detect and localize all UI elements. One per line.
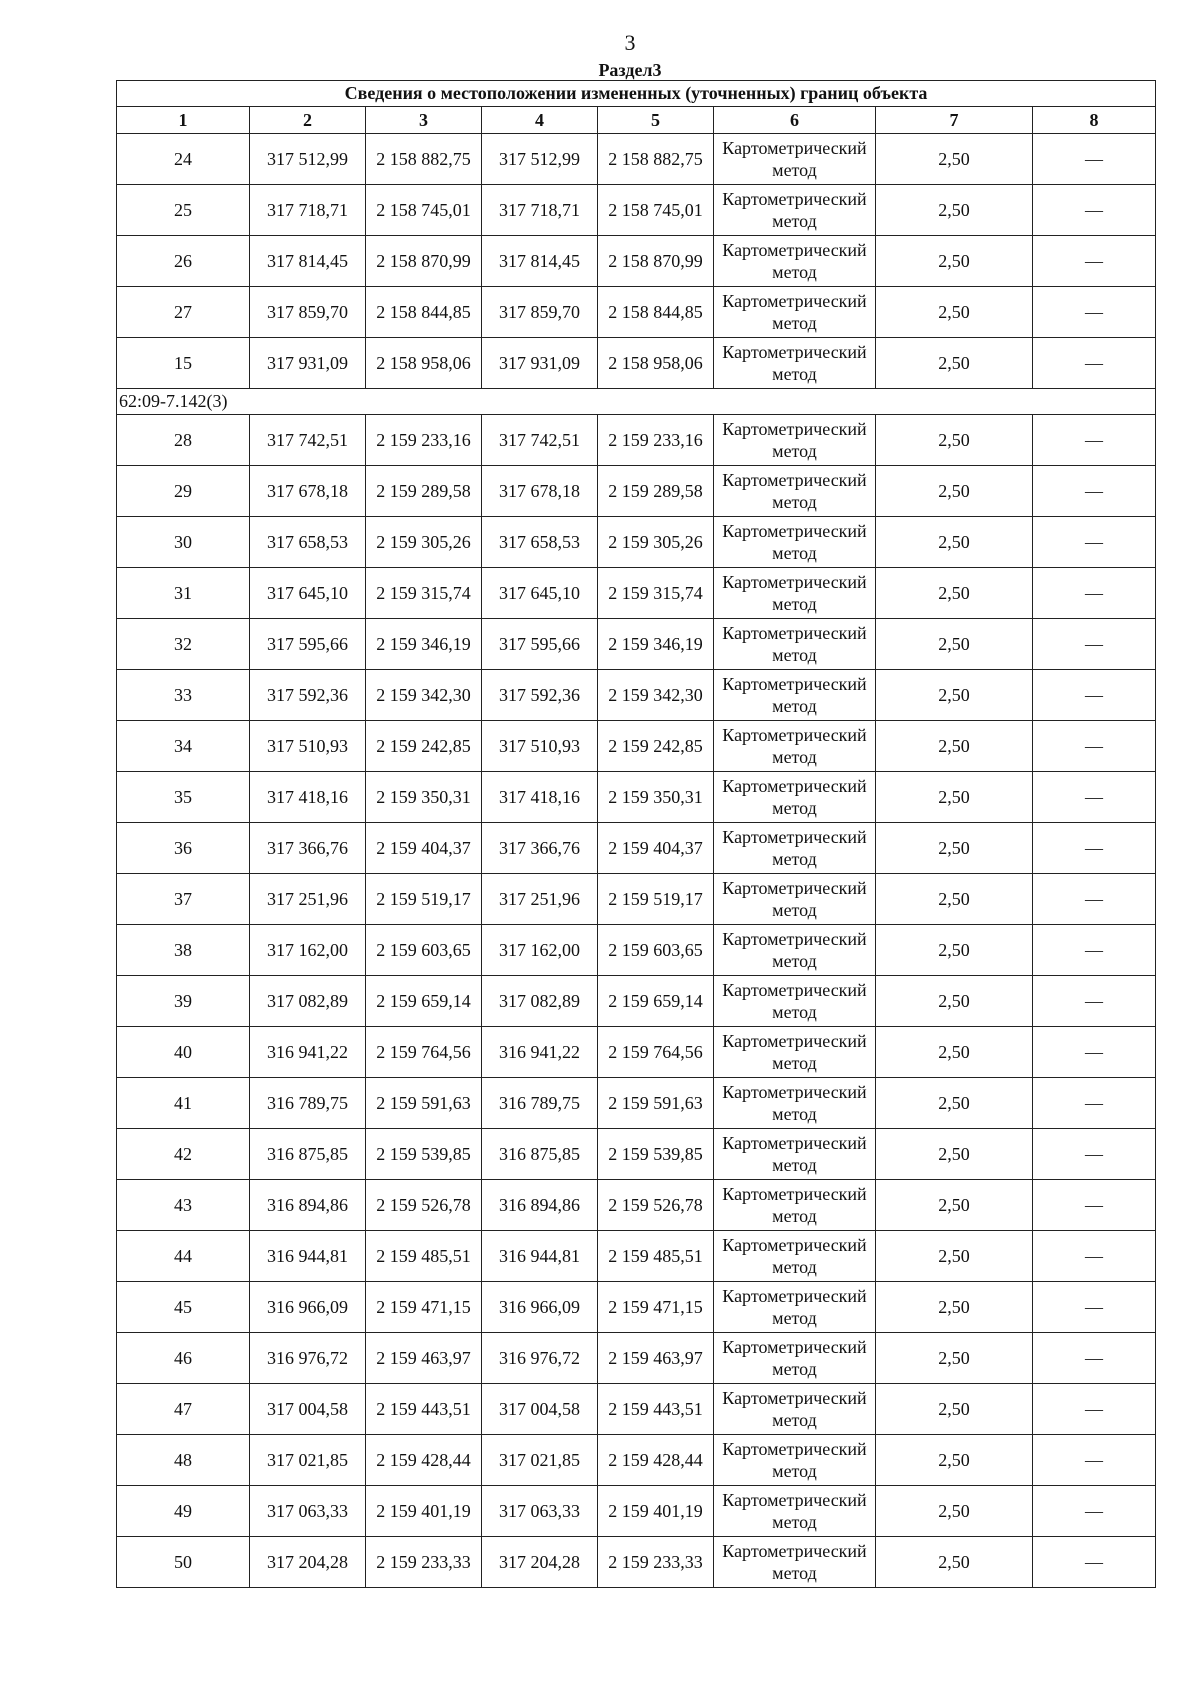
accuracy-cell: 2,50 [876,619,1033,670]
x-new-cell: 317 718,71 [482,185,598,236]
x-existing-cell: 316 875,85 [250,1129,366,1180]
table-row [117,823,1156,874]
x-existing-cell: 317 595,66 [250,619,366,670]
x-new-cell: 316 875,85 [482,1129,598,1180]
page-number: 3 [624,30,636,55]
table-row [117,1180,1156,1231]
point-number-cell: 30 [117,517,250,568]
y-existing-cell: 2 159 350,31 [366,772,482,823]
description-cell: — [1033,1231,1156,1282]
description-cell: — [1033,185,1156,236]
y-existing-cell: 2 159 233,16 [366,415,482,466]
y-new-cell: 2 159 404,37 [598,823,714,874]
accuracy-cell: 2,50 [876,1231,1033,1282]
y-new-cell: 2 159 289,58 [598,466,714,517]
description-cell: — [1033,568,1156,619]
x-existing-cell: 316 941,22 [250,1027,366,1078]
x-existing-cell: 317 004,58 [250,1384,366,1435]
method-cell: Картометрический метод [714,976,876,1027]
y-new-cell: 2 158 745,01 [598,185,714,236]
x-existing-cell: 317 082,89 [250,976,366,1027]
x-new-cell: 317 021,85 [482,1435,598,1486]
y-existing-cell: 2 158 958,06 [366,338,482,389]
method-cell: Картометрический метод [714,236,876,287]
column-header: 7 [876,107,1033,134]
method-cell: Картометрический метод [714,925,876,976]
description-cell: — [1033,1282,1156,1333]
accuracy-cell: 2,50 [876,185,1033,236]
y-new-cell: 2 159 428,44 [598,1435,714,1486]
y-existing-cell: 2 159 463,97 [366,1333,482,1384]
y-new-cell: 2 158 844,85 [598,287,714,338]
method-cell: Картометрический метод [714,287,876,338]
y-existing-cell: 2 159 591,63 [366,1078,482,1129]
accuracy-cell: 2,50 [876,1282,1033,1333]
point-number-cell: 32 [117,619,250,670]
x-new-cell: 317 082,89 [482,976,598,1027]
x-new-cell: 317 063,33 [482,1486,598,1537]
accuracy-cell: 2,50 [876,925,1033,976]
method-cell: Картометрический метод [714,721,876,772]
y-existing-cell: 2 159 346,19 [366,619,482,670]
method-cell: Картометрический метод [714,670,876,721]
method-cell: Картометрический метод [714,568,876,619]
accuracy-cell: 2,50 [876,1180,1033,1231]
point-number-cell: 31 [117,568,250,619]
x-new-cell: 317 251,96 [482,874,598,925]
x-new-cell: 317 418,16 [482,772,598,823]
x-new-cell: 316 941,22 [482,1027,598,1078]
cadastral-group-label: 62:09-7.142(3) [117,389,1156,415]
x-existing-cell: 317 021,85 [250,1435,366,1486]
table-row [117,338,1156,389]
y-new-cell: 2 159 519,17 [598,874,714,925]
y-existing-cell: 2 159 764,56 [366,1027,482,1078]
x-existing-cell: 317 814,45 [250,236,366,287]
point-number-cell: 29 [117,466,250,517]
table-row [117,1333,1156,1384]
description-cell: — [1033,1027,1156,1078]
accuracy-cell: 2,50 [876,338,1033,389]
accuracy-cell: 2,50 [876,1435,1033,1486]
table-row [117,1486,1156,1537]
accuracy-cell: 2,50 [876,517,1033,568]
y-new-cell: 2 159 315,74 [598,568,714,619]
description-cell: — [1033,721,1156,772]
method-cell: Картометрический метод [714,134,876,185]
y-new-cell: 2 158 882,75 [598,134,714,185]
table-row [117,1384,1156,1435]
table-row [117,721,1156,772]
x-existing-cell: 316 894,86 [250,1180,366,1231]
x-existing-cell: 317 510,93 [250,721,366,772]
table-row [117,185,1156,236]
description-cell: — [1033,1486,1156,1537]
x-new-cell: 316 789,75 [482,1078,598,1129]
y-existing-cell: 2 159 233,33 [366,1537,482,1588]
x-existing-cell: 317 251,96 [250,874,366,925]
x-new-cell: 317 814,45 [482,236,598,287]
x-new-cell: 317 366,76 [482,823,598,874]
table-row [117,466,1156,517]
table-row [117,925,1156,976]
y-existing-cell: 2 159 289,58 [366,466,482,517]
table-row [117,619,1156,670]
method-cell: Картометрический метод [714,1078,876,1129]
y-new-cell: 2 159 233,33 [598,1537,714,1588]
table-row [117,670,1156,721]
x-existing-cell: 317 512,99 [250,134,366,185]
x-existing-cell: 317 592,36 [250,670,366,721]
description-cell: — [1033,134,1156,185]
y-existing-cell: 2 159 404,37 [366,823,482,874]
point-number-cell: 27 [117,287,250,338]
method-cell: Картометрический метод [714,415,876,466]
point-number-cell: 39 [117,976,250,1027]
y-existing-cell: 2 158 844,85 [366,287,482,338]
point-number-cell: 50 [117,1537,250,1588]
description-cell: — [1033,1537,1156,1588]
description-cell: — [1033,772,1156,823]
y-new-cell: 2 159 485,51 [598,1231,714,1282]
table-row [117,1282,1156,1333]
description-cell: — [1033,823,1156,874]
x-existing-cell: 317 204,28 [250,1537,366,1588]
y-existing-cell: 2 159 659,14 [366,976,482,1027]
method-cell: Картометрический метод [714,823,876,874]
y-existing-cell: 2 158 745,01 [366,185,482,236]
x-new-cell: 317 162,00 [482,925,598,976]
y-new-cell: 2 159 659,14 [598,976,714,1027]
point-number-cell: 38 [117,925,250,976]
x-existing-cell: 317 658,53 [250,517,366,568]
method-cell: Картометрический метод [714,772,876,823]
table-row [117,1129,1156,1180]
accuracy-cell: 2,50 [876,568,1033,619]
y-new-cell: 2 159 471,15 [598,1282,714,1333]
y-new-cell: 2 159 764,56 [598,1027,714,1078]
column-header: 8 [1033,107,1156,134]
column-header: 1 [117,107,250,134]
x-new-cell: 317 645,10 [482,568,598,619]
x-existing-cell: 317 859,70 [250,287,366,338]
point-number-cell: 28 [117,415,250,466]
y-existing-cell: 2 159 315,74 [366,568,482,619]
table-row [117,976,1156,1027]
method-cell: Картометрический метод [714,1486,876,1537]
description-cell: — [1033,619,1156,670]
accuracy-cell: 2,50 [876,976,1033,1027]
table-row [117,1435,1156,1486]
y-existing-cell: 2 159 305,26 [366,517,482,568]
point-number-cell: 25 [117,185,250,236]
y-new-cell: 2 159 233,16 [598,415,714,466]
y-new-cell: 2 158 870,99 [598,236,714,287]
y-new-cell: 2 159 591,63 [598,1078,714,1129]
method-cell: Картометрический метод [714,1333,876,1384]
accuracy-cell: 2,50 [876,236,1033,287]
description-cell: — [1033,1129,1156,1180]
x-new-cell: 317 742,51 [482,415,598,466]
y-existing-cell: 2 158 882,75 [366,134,482,185]
method-cell: Картометрический метод [714,1435,876,1486]
x-new-cell: 317 931,09 [482,338,598,389]
x-existing-cell: 317 366,76 [250,823,366,874]
table-row [117,287,1156,338]
x-new-cell: 317 678,18 [482,466,598,517]
x-new-cell: 317 004,58 [482,1384,598,1435]
accuracy-cell: 2,50 [876,1537,1033,1588]
x-existing-cell: 317 718,71 [250,185,366,236]
description-cell: — [1033,287,1156,338]
method-cell: Картометрический метод [714,517,876,568]
x-existing-cell: 316 976,72 [250,1333,366,1384]
point-number-cell: 37 [117,874,250,925]
description-cell: — [1033,1078,1156,1129]
column-number-row [117,107,1156,134]
y-existing-cell: 2 159 485,51 [366,1231,482,1282]
method-cell: Картометрический метод [714,1384,876,1435]
method-cell: Картометрический метод [714,1027,876,1078]
table-row [117,1231,1156,1282]
y-new-cell: 2 159 526,78 [598,1180,714,1231]
description-cell: — [1033,517,1156,568]
table-row [117,1078,1156,1129]
method-cell: Картометрический метод [714,466,876,517]
y-new-cell: 2 159 603,65 [598,925,714,976]
accuracy-cell: 2,50 [876,287,1033,338]
x-existing-cell: 317 645,10 [250,568,366,619]
y-new-cell: 2 159 346,19 [598,619,714,670]
y-existing-cell: 2 159 242,85 [366,721,482,772]
x-new-cell: 317 859,70 [482,287,598,338]
table-row [117,772,1156,823]
y-existing-cell: 2 159 443,51 [366,1384,482,1435]
method-cell: Картометрический метод [714,1282,876,1333]
point-number-cell: 49 [117,1486,250,1537]
y-existing-cell: 2 159 471,15 [366,1282,482,1333]
accuracy-cell: 2,50 [876,772,1033,823]
point-number-cell: 43 [117,1180,250,1231]
y-new-cell: 2 159 443,51 [598,1384,714,1435]
method-cell: Картометрический метод [714,619,876,670]
accuracy-cell: 2,50 [876,1027,1033,1078]
x-new-cell: 316 894,86 [482,1180,598,1231]
y-existing-cell: 2 159 603,65 [366,925,482,976]
accuracy-cell: 2,50 [876,415,1033,466]
method-cell: Картометрический метод [714,1537,876,1588]
point-number-cell: 35 [117,772,250,823]
description-cell: — [1033,925,1156,976]
y-new-cell: 2 159 539,85 [598,1129,714,1180]
description-cell: — [1033,236,1156,287]
x-existing-cell: 317 063,33 [250,1486,366,1537]
point-number-cell: 44 [117,1231,250,1282]
description-cell: — [1033,670,1156,721]
table-row [117,134,1156,185]
y-existing-cell: 2 159 342,30 [366,670,482,721]
x-existing-cell: 317 931,09 [250,338,366,389]
description-cell: — [1033,1333,1156,1384]
description-cell: — [1033,874,1156,925]
x-new-cell: 316 976,72 [482,1333,598,1384]
x-new-cell: 317 592,36 [482,670,598,721]
y-existing-cell: 2 159 428,44 [366,1435,482,1486]
x-new-cell: 317 658,53 [482,517,598,568]
table-row [117,415,1156,466]
y-existing-cell: 2 159 519,17 [366,874,482,925]
table-row [117,1027,1156,1078]
description-cell: — [1033,1180,1156,1231]
point-number-cell: 26 [117,236,250,287]
table-caption: Сведения о местоположении измененных (уточненных) границ объекта [117,81,1156,107]
point-number-cell: 40 [117,1027,250,1078]
accuracy-cell: 2,50 [876,1129,1033,1180]
y-new-cell: 2 158 958,06 [598,338,714,389]
description-cell: — [1033,466,1156,517]
table-row [117,236,1156,287]
y-new-cell: 2 159 401,19 [598,1486,714,1537]
point-number-cell: 47 [117,1384,250,1435]
method-cell: Картометрический метод [714,1129,876,1180]
accuracy-cell: 2,50 [876,874,1033,925]
y-existing-cell: 2 159 526,78 [366,1180,482,1231]
table-row [117,517,1156,568]
point-number-cell: 33 [117,670,250,721]
table-row [117,874,1156,925]
description-cell: — [1033,1384,1156,1435]
accuracy-cell: 2,50 [876,134,1033,185]
point-number-cell: 15 [117,338,250,389]
group-label-row [117,389,1156,415]
y-new-cell: 2 159 463,97 [598,1333,714,1384]
accuracy-cell: 2,50 [876,670,1033,721]
accuracy-cell: 2,50 [876,466,1033,517]
x-new-cell: 317 512,99 [482,134,598,185]
table-body [117,134,1156,1588]
y-new-cell: 2 159 305,26 [598,517,714,568]
x-new-cell: 316 966,09 [482,1282,598,1333]
x-new-cell: 316 944,81 [482,1231,598,1282]
point-number-cell: 45 [117,1282,250,1333]
x-existing-cell: 316 944,81 [250,1231,366,1282]
accuracy-cell: 2,50 [876,823,1033,874]
description-cell: — [1033,415,1156,466]
x-existing-cell: 317 678,18 [250,466,366,517]
table-row [117,568,1156,619]
method-cell: Картометрический метод [714,1180,876,1231]
x-new-cell: 317 595,66 [482,619,598,670]
point-number-cell: 41 [117,1078,250,1129]
point-number-cell: 24 [117,134,250,185]
x-new-cell: 317 510,93 [482,721,598,772]
column-header: 5 [598,107,714,134]
accuracy-cell: 2,50 [876,1333,1033,1384]
y-new-cell: 2 159 242,85 [598,721,714,772]
y-existing-cell: 2 158 870,99 [366,236,482,287]
x-existing-cell: 316 789,75 [250,1078,366,1129]
point-number-cell: 36 [117,823,250,874]
x-existing-cell: 317 742,51 [250,415,366,466]
section-title: Раздел3 [598,60,662,80]
accuracy-cell: 2,50 [876,721,1033,772]
table-row [117,1537,1156,1588]
point-number-cell: 46 [117,1333,250,1384]
x-existing-cell: 316 966,09 [250,1282,366,1333]
method-cell: Картометрический метод [714,338,876,389]
y-new-cell: 2 159 350,31 [598,772,714,823]
y-existing-cell: 2 159 539,85 [366,1129,482,1180]
x-existing-cell: 317 162,00 [250,925,366,976]
method-cell: Картометрический метод [714,185,876,236]
boundary-coordinates-table [116,80,1156,1588]
column-header: 2 [250,107,366,134]
column-header: 3 [366,107,482,134]
description-cell: — [1033,976,1156,1027]
method-cell: Картометрический метод [714,1231,876,1282]
y-new-cell: 2 159 342,30 [598,670,714,721]
method-cell: Картометрический метод [714,874,876,925]
x-existing-cell: 317 418,16 [250,772,366,823]
y-existing-cell: 2 159 401,19 [366,1486,482,1537]
x-new-cell: 317 204,28 [482,1537,598,1588]
accuracy-cell: 2,50 [876,1384,1033,1435]
point-number-cell: 42 [117,1129,250,1180]
point-number-cell: 48 [117,1435,250,1486]
description-cell: — [1033,1435,1156,1486]
accuracy-cell: 2,50 [876,1486,1033,1537]
column-header: 6 [714,107,876,134]
column-header: 4 [482,107,598,134]
point-number-cell: 34 [117,721,250,772]
description-cell: — [1033,338,1156,389]
accuracy-cell: 2,50 [876,1078,1033,1129]
